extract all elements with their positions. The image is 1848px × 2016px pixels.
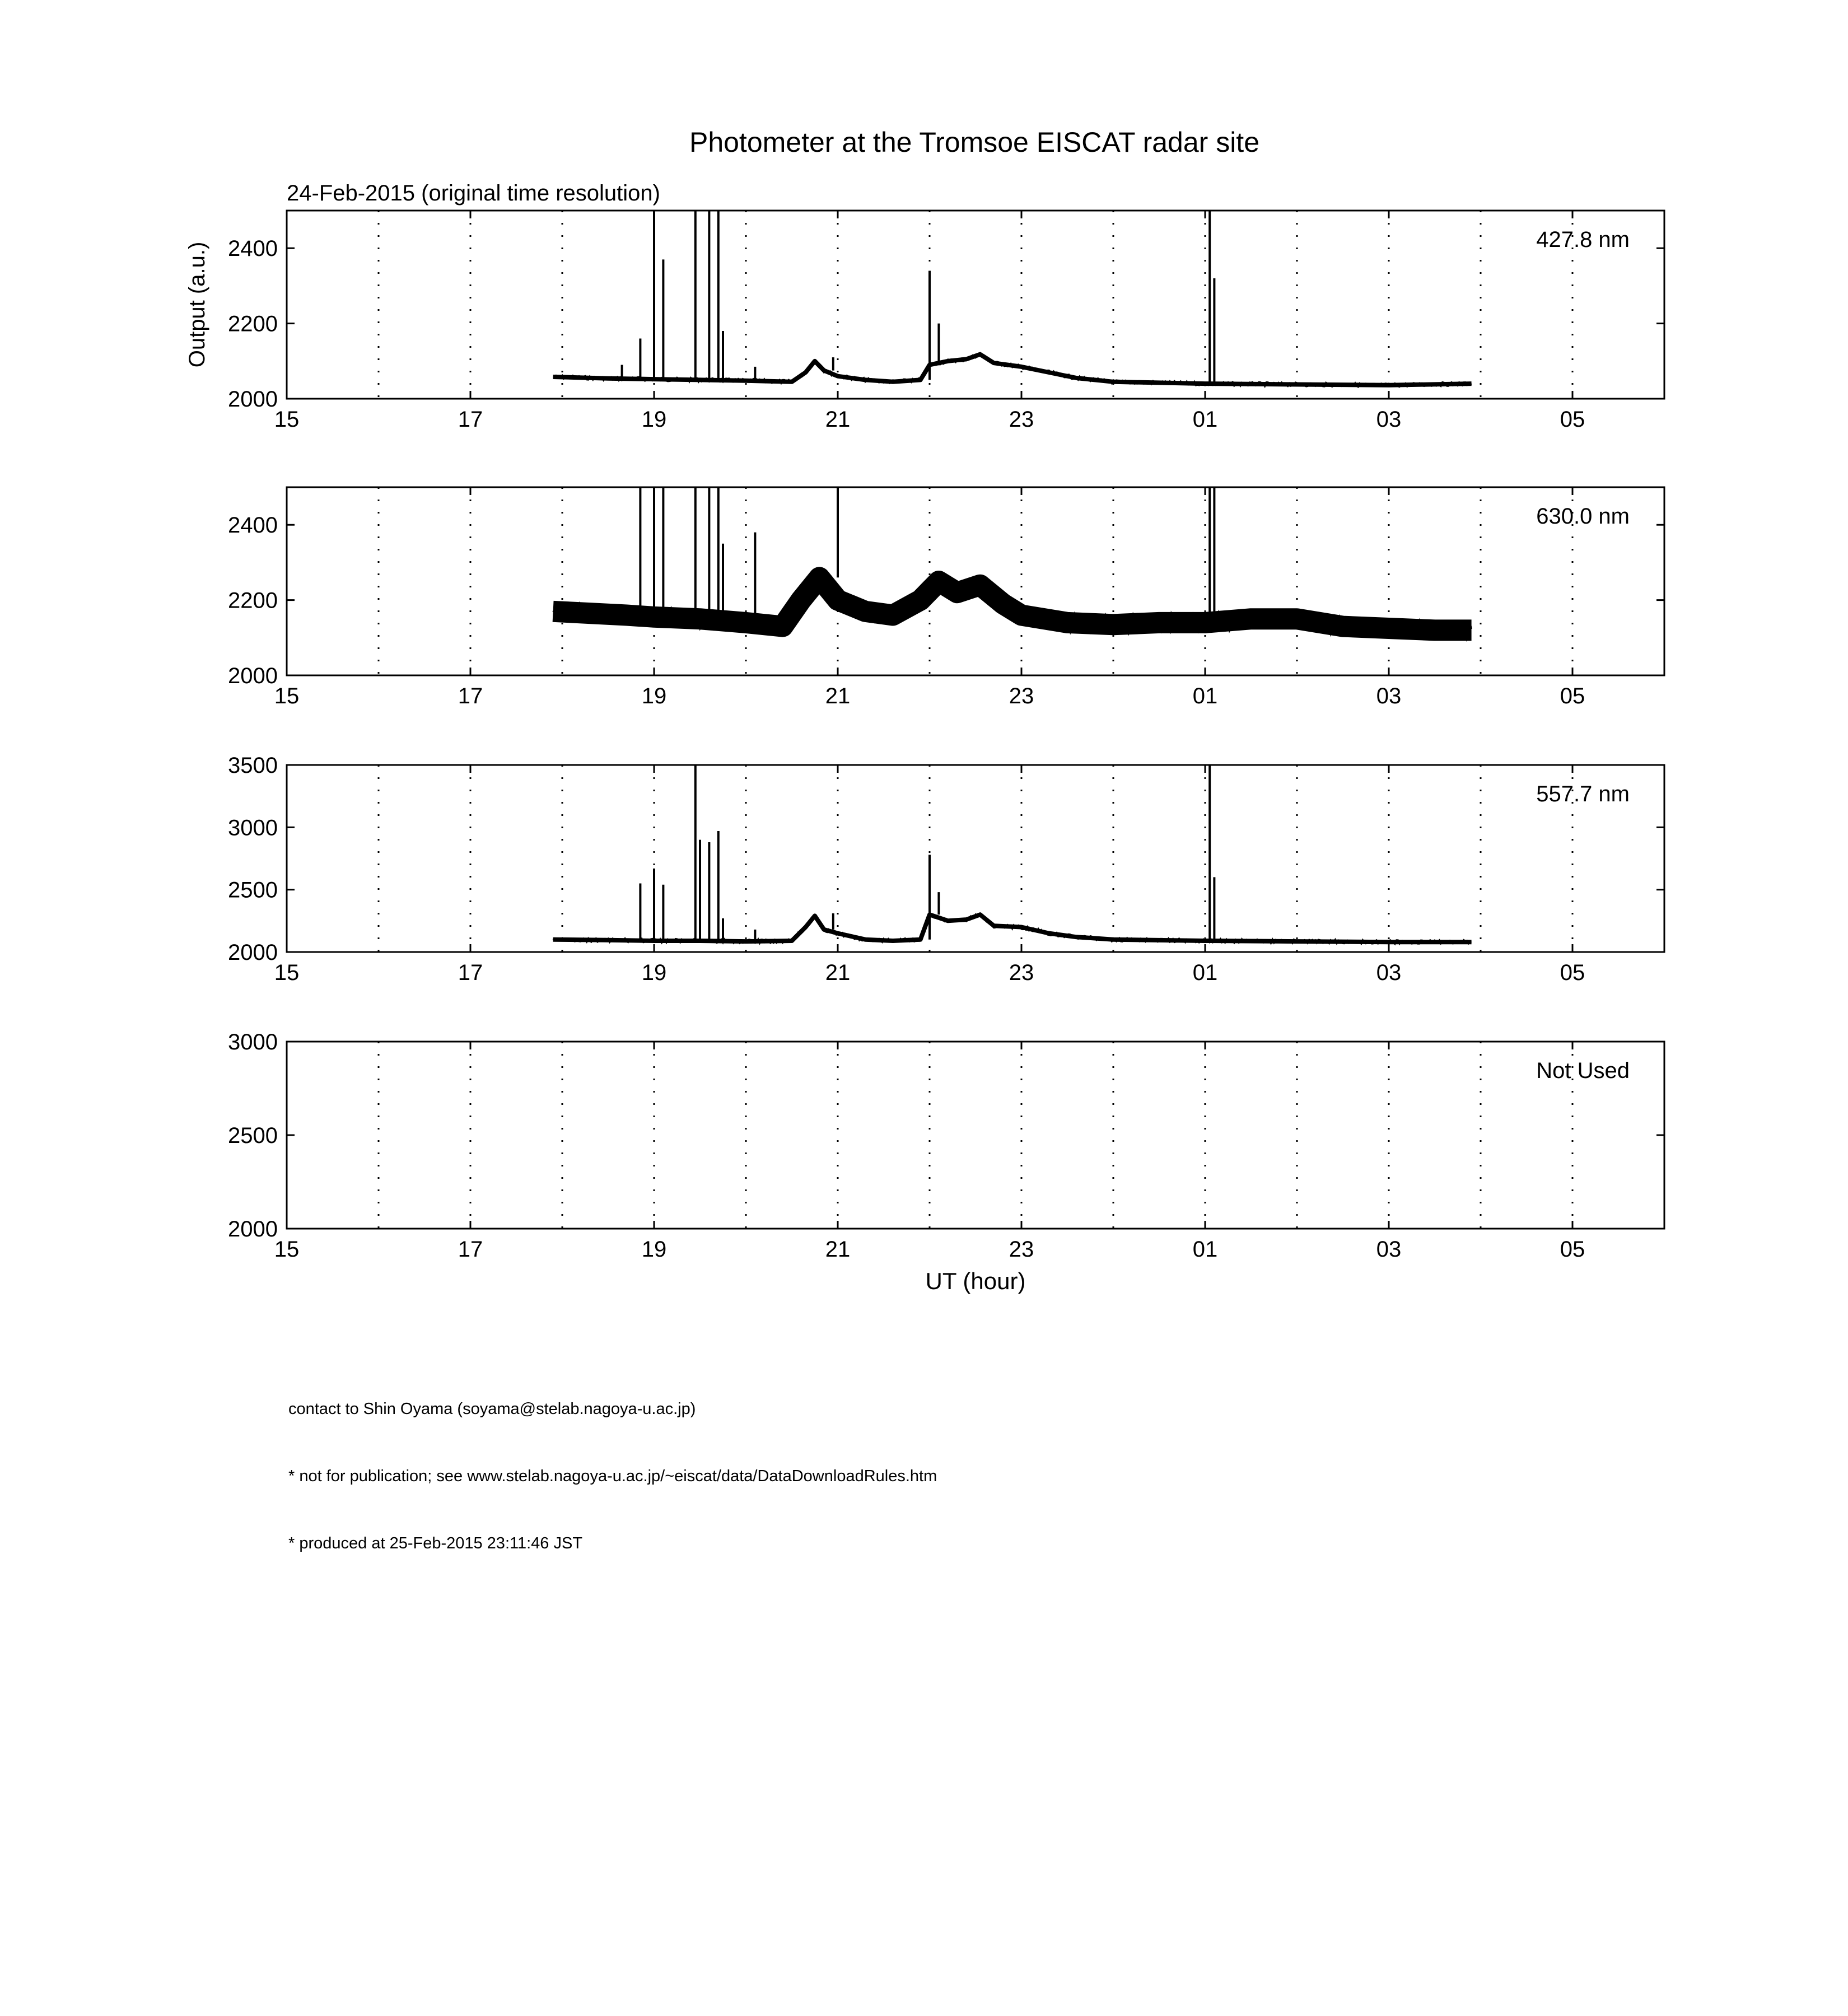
y-tick-label: 3000 [228,815,278,841]
x-tick-label: 01 [1192,960,1218,985]
x-tick-label: 23 [1009,684,1034,708]
x-tick-label: 15 [274,960,300,985]
x-tick-label: 03 [1376,684,1402,708]
x-tick-label: 01 [1192,1237,1218,1262]
footer-line-contact: contact to Shin Oyama (soyama@stelab.nagoya-u.ac.jp) [288,1400,696,1418]
y-tick-label: 2400 [228,236,278,262]
x-tick-label: 03 [1376,960,1402,985]
x-tick-label: 21 [825,960,851,985]
x-tick-label: 17 [458,407,483,432]
y-tick-label: 3500 [228,753,278,778]
x-tick-label: 23 [1009,960,1034,985]
x-tick-label: 17 [458,684,483,708]
x-tick-label: 19 [641,960,667,985]
y-tick-label: 2200 [228,588,278,613]
y-tick-label: 2000 [228,940,278,965]
x-tick-label: 05 [1560,960,1585,985]
panel-label: Not Used [1536,1058,1630,1083]
x-tick-label: 19 [641,684,667,708]
x-tick-label: 21 [825,1237,851,1262]
y-tick-label: 2400 [228,513,278,538]
panel-label: 427.8 nm [1536,227,1630,252]
x-tick-label: 15 [274,407,300,432]
footer-line-publication: * not for publication; see www.stelab.nagoya-u.ac.jp/~eiscat/data/DataDownloadRules.htm [288,1467,937,1485]
footer-notes [288,1353,937,1577]
x-tick-label: 03 [1376,1237,1402,1262]
x-tick-label: 15 [274,684,300,708]
y-tick-label: 2000 [228,1217,278,1242]
x-tick-label: 21 [825,684,851,708]
x-tick-label: 01 [1192,684,1218,708]
x-tick-label: 01 [1192,407,1218,432]
y-tick-label: 2500 [228,878,278,903]
panel-label: 557.7 nm [1536,782,1630,806]
x-tick-label: 23 [1009,1237,1034,1262]
y-tick-label: 2200 [228,311,278,337]
panel-label: 630.0 nm [1536,504,1630,529]
x-tick-label: 05 [1560,1237,1585,1262]
x-tick-label: 05 [1560,407,1585,432]
figure-subtitle: 24-Feb-2015 (original time resolution) [287,181,660,206]
y-tick-label: 2000 [228,664,278,688]
footer-line-produced: * produced at 25-Feb-2015 23:11:46 JST [288,1534,583,1552]
x-tick-label: 17 [458,1237,483,1262]
y-axis-label: Output (a.u.) [185,241,209,368]
x-tick-label: 17 [458,960,483,985]
x-tick-label: 19 [641,1237,667,1262]
x-tick-label: 23 [1009,407,1034,432]
x-tick-label: 19 [641,407,667,432]
y-tick-label: 2000 [228,387,278,412]
x-tick-label: 21 [825,407,851,432]
x-axis-label: UT (hour) [925,1268,1026,1294]
x-tick-label: 05 [1560,684,1585,708]
x-tick-label: 03 [1376,407,1402,432]
y-tick-label: 3000 [228,1030,278,1054]
x-tick-label: 15 [274,1237,300,1262]
figure-title: Photometer at the Tromsoe EISCAT radar site [689,127,1260,158]
y-tick-label: 2500 [228,1123,278,1148]
